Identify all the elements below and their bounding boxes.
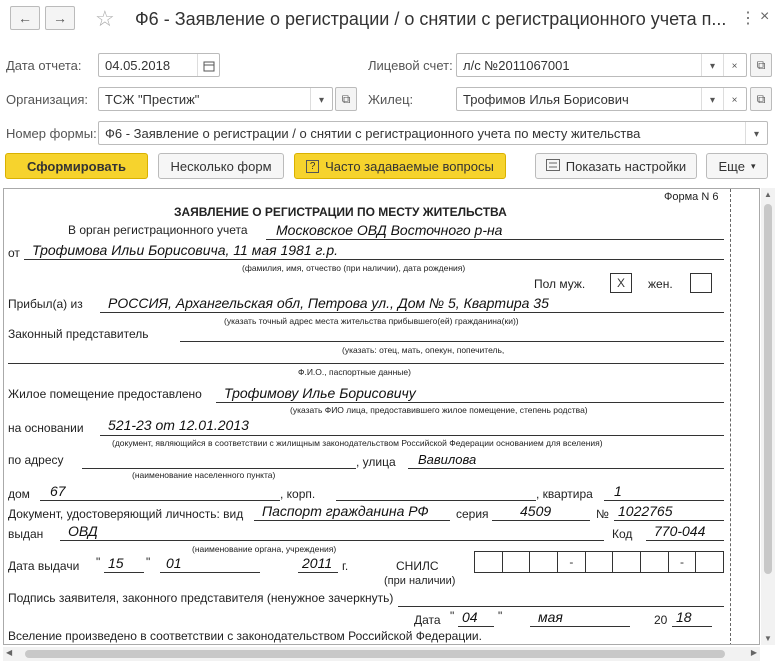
open-icon: ⧉ (341, 91, 351, 106)
page-title: Ф6 - Заявление о регистрации / о снятии с регистрационного учета п... (135, 9, 727, 29)
arrived-value: РОССИЯ, Архангельская обл, Петрова ул., Дом № 5, Квартира 35 (108, 295, 549, 311)
basis-caption: (документ, являющийся в соответствии с жилищным законодательством Российской Федерации основанием для вселения) (112, 438, 603, 448)
sig-year: 18 (676, 609, 692, 625)
open-account-button[interactable] (750, 53, 772, 77)
open-icon: ⧉ (756, 91, 766, 106)
flat-value: 1 (614, 483, 622, 499)
favorite-star-icon[interactable]: ☆ (95, 6, 115, 31)
issue-year-line (298, 572, 338, 573)
footer-text: Вселение произведено в соответствии с законодательством Российской Федерации. (8, 629, 482, 643)
sex-female-label: жен. (648, 277, 673, 291)
arrow-right-icon: → (53, 10, 67, 26)
chevron-down-icon: ▾ (750, 160, 756, 171)
report-document (3, 188, 760, 645)
issued-value: ОВД (68, 523, 98, 539)
basis-value: 521-23 от 12.01.2013 (108, 417, 249, 433)
snils-boxes (474, 551, 724, 573)
rep-caption: (указать: отец, мать, опекун, попечитель, (342, 345, 505, 355)
form-no-value: Ф6 - Заявление о регистрации / о снятии с регистрационного учета по месту жительства (105, 126, 641, 141)
locality-line (82, 468, 356, 469)
snils-label: СНИЛС (396, 559, 439, 573)
account-value: л/с №2011067001 (463, 58, 570, 73)
more-icon[interactable]: ⋮ (740, 10, 756, 27)
horizontal-scroll-thumb[interactable] (25, 650, 725, 658)
quote-close: " (146, 555, 151, 569)
account-input[interactable] (456, 53, 747, 77)
flat-line (604, 500, 724, 501)
id-label: Документ, удостоверяющий личность: вид (8, 507, 244, 521)
question-icon: ? (306, 160, 319, 173)
quote-open: " (96, 555, 101, 569)
vertical-scroll-thumb[interactable] (764, 204, 772, 574)
resident-value: Трофимов Илья Борисович (463, 92, 629, 107)
arrived-caption: (указать точный адрес места жительства прибывшего(ей) гражданина(ки)) (224, 316, 519, 326)
arrived-label: Прибыл(а) из (8, 297, 83, 311)
issue-day: 15 (108, 555, 124, 571)
number-value: 1022765 (618, 503, 673, 519)
several-forms-label: Несколько форм (170, 158, 272, 174)
form-no-label: Номер формы: (6, 126, 97, 141)
form-number: Форма N 6 (664, 191, 719, 203)
house-line (40, 500, 280, 501)
rep-line-2 (8, 363, 724, 364)
year-prefix: 20 (654, 613, 668, 627)
sex-male-box: Х (610, 273, 632, 293)
more-button[interactable] (706, 153, 768, 179)
page-boundary (730, 189, 731, 645)
resident-label: Жилец: (368, 92, 414, 107)
sig-day: 04 (462, 609, 478, 625)
series-label: серия (456, 507, 489, 521)
calendar-icon[interactable] (197, 54, 219, 77)
street-value: Вавилова (418, 452, 477, 467)
issue-date-label: Дата выдачи (8, 559, 80, 573)
to-value: Московское ОВД Восточного р-на (276, 222, 503, 238)
more-label: Еще (718, 158, 745, 174)
sig-month: мая (538, 609, 563, 625)
from-label: от (8, 246, 20, 260)
settings-label: Показать настройки (565, 158, 687, 174)
doc-heading: ЗАЯВЛЕНИЕ О РЕГИСТРАЦИИ ПО МЕСТУ ЖИТЕЛЬСТВА (174, 205, 507, 219)
from-line (24, 259, 724, 260)
snils-digit (530, 552, 558, 572)
org-value: ТСЖ "Престиж" (105, 92, 200, 107)
account-label: Лицевой счет: (368, 58, 453, 73)
generate-label: Сформировать (26, 158, 127, 174)
rep-label: Законный представитель (8, 327, 149, 341)
horizontal-scrollbar[interactable] (3, 647, 760, 661)
forward-button[interactable] (45, 6, 75, 30)
open-org-button[interactable] (335, 87, 357, 111)
snils-digit (613, 552, 641, 572)
sig-quote-close: " (498, 609, 503, 623)
locality-caption: (наименование населенного пункта) (132, 470, 276, 480)
clear-icon[interactable]: × (723, 88, 745, 111)
faq-button[interactable] (294, 153, 506, 179)
faq-label: Часто задаваемые вопросы (325, 158, 494, 174)
to-label: В орган регистрационного учета (68, 223, 248, 237)
house-value: 67 (50, 483, 66, 499)
flat-label: , квартира (536, 487, 593, 501)
house-label: дом (8, 487, 30, 501)
street-label: , улица (356, 455, 396, 469)
series-line (492, 520, 590, 521)
rep-caption-2: Ф.И.О., паспортные данные) (298, 367, 411, 377)
premises-label: Жилое помещение предоставлено (8, 387, 202, 401)
premises-line (216, 402, 724, 403)
chevron-down-icon[interactable]: ▾ (310, 88, 332, 111)
snils-digit (641, 552, 669, 572)
scroll-up-icon[interactable]: ▲ (764, 190, 772, 199)
snils-caption: (при наличии) (384, 575, 456, 587)
sex-female-box (690, 273, 712, 293)
open-resident-button[interactable] (750, 87, 772, 111)
chevron-down-icon[interactable]: ▾ (745, 122, 767, 145)
from-caption: (фамилия, имя, отчество (при наличии), дата рождения) (242, 263, 466, 273)
arrow-left-icon: ← (18, 10, 32, 26)
issued-line (60, 540, 604, 541)
settings-icon (546, 159, 560, 174)
code-value: 770-044 (654, 523, 706, 539)
code-line (646, 540, 724, 541)
year-suffix: г. (342, 559, 349, 573)
issued-label: выдан (8, 527, 44, 541)
sig-month-line (530, 626, 630, 627)
snils-digit (475, 552, 503, 572)
several-forms-button[interactable] (158, 153, 284, 179)
signature-label: Подпись заявителя, законного представителя (ненужное зачеркнуть) (8, 591, 394, 605)
building-line (336, 500, 536, 501)
snils-dash: - (558, 552, 586, 572)
issue-year: 2011 (302, 555, 333, 571)
back-button[interactable] (10, 6, 40, 30)
from-value: Трофимова Ильи Борисовича, 11 мая 1981 г.р. (32, 242, 338, 258)
resident-input[interactable] (456, 87, 747, 111)
clear-icon[interactable]: × (723, 54, 745, 77)
issued-caption: (наименование органа, учреждения) (192, 544, 337, 554)
sig-date-label: Дата (414, 613, 441, 627)
premises-caption: (указать ФИО лица, предоставившего жилое помещение, степень родства) (290, 405, 588, 415)
series-value: 4509 (520, 503, 552, 519)
date-value: 04.05.2018 (105, 58, 171, 73)
issue-month: 01 (166, 555, 182, 571)
date-input[interactable] (98, 53, 220, 77)
sig-day-line (458, 626, 494, 627)
scroll-down-icon[interactable]: ▼ (764, 634, 772, 643)
org-input[interactable] (98, 87, 333, 111)
scroll-right-icon[interactable]: ▶ (750, 648, 757, 657)
rep-line (180, 341, 724, 342)
code-label: Код (612, 527, 633, 541)
id-line (254, 520, 450, 521)
form-no-select[interactable] (98, 121, 768, 145)
issue-month-line (160, 572, 260, 573)
sex-label: Пол муж. (534, 277, 586, 291)
snils-digit (503, 552, 531, 572)
chevron-down-icon[interactable]: ▾ (701, 88, 723, 111)
chevron-down-icon[interactable]: ▾ (701, 54, 723, 77)
address-label: по адресу (8, 453, 64, 467)
close-icon[interactable]: × (760, 8, 770, 25)
snils-digit (696, 552, 723, 572)
open-icon: ⧉ (756, 57, 766, 72)
sig-quote-open: " (450, 609, 455, 623)
street-line (408, 468, 724, 469)
building-label: , корп. (280, 487, 316, 501)
issue-day-line (104, 572, 144, 573)
basis-label: на основании (8, 421, 84, 435)
sig-year-line (672, 626, 712, 627)
premises-value: Трофимову Илье Борисовичу (224, 385, 416, 401)
to-line (266, 239, 724, 240)
vertical-scrollbar[interactable] (761, 188, 775, 645)
snils-dash: - (669, 552, 697, 572)
show-settings-button[interactable] (535, 153, 697, 179)
id-value: Паспорт гражданина РФ (262, 503, 429, 519)
date-label: Дата отчета: (6, 58, 82, 73)
number-line (614, 520, 724, 521)
org-label: Организация: (6, 92, 89, 107)
scroll-left-icon[interactable]: ◀ (6, 648, 13, 657)
generate-button[interactable] (5, 153, 148, 179)
signature-line (398, 606, 724, 607)
number-label: № (596, 507, 609, 521)
basis-line (100, 435, 724, 436)
snils-digit (586, 552, 614, 572)
arrived-line (100, 312, 724, 313)
